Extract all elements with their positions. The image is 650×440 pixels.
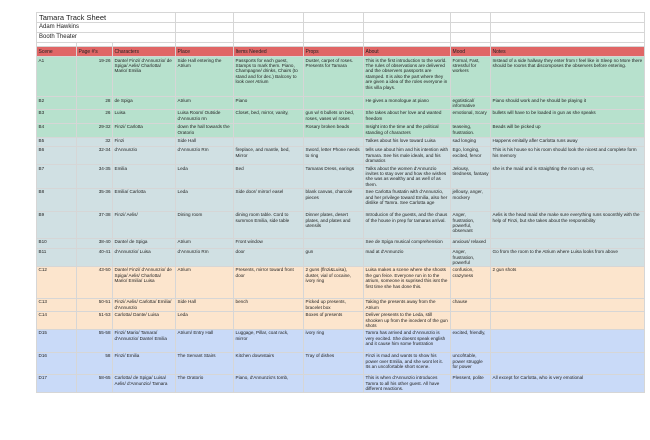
cell-scene[interactable]: B5 <box>37 137 77 146</box>
cell-props[interactable]: Tray of dishes <box>304 352 364 374</box>
cell-about[interactable]: He gives a monologue at piano <box>364 97 451 110</box>
cell-place[interactable]: Side Hall <box>176 137 234 146</box>
header-props[interactable]: Props <box>304 47 364 57</box>
cell-pages[interactable]: 38-40 <box>77 238 113 248</box>
track-sheet <box>36 12 644 393</box>
cell-place[interactable]: d'Annunzio Rm <box>176 146 234 164</box>
scene-row <box>37 109 645 123</box>
cell-pages[interactable]: 51-53 <box>77 311 113 329</box>
header-pages[interactable]: Page #'s <box>77 47 113 57</box>
cell-notes[interactable]: All except for Carlotta, who is very emotional <box>491 374 645 392</box>
sheet-title[interactable]: Tamara Track Sheet <box>37 13 176 23</box>
cell-pages[interactable]: 58 <box>77 352 113 374</box>
cell-pages[interactable]: 26 <box>77 109 113 123</box>
cell-characters[interactable]: Dante/ de Spiga <box>113 238 176 248</box>
cell-notes[interactable]: 2 gun shots <box>491 266 645 298</box>
scene-row <box>37 298 645 311</box>
cell-place[interactable]: Dining room <box>176 211 234 238</box>
cell-about[interactable]: mad at d'Annunzio <box>364 248 451 266</box>
cell-scene[interactable]: C13 <box>37 298 77 311</box>
cell-characters[interactable]: d'Annunzio <box>113 146 176 164</box>
header-notes[interactable]: Notes <box>491 47 645 57</box>
scene-row <box>37 266 645 298</box>
cell-characters[interactable]: d'Annunzio/ Luisa <box>113 248 176 266</box>
spreadsheet-grid <box>36 12 645 393</box>
cell-about[interactable]: Talkes about his love toward Luisa <box>364 137 451 146</box>
cell-items-needed[interactable]: Kitchen downstairs <box>234 352 304 374</box>
cell-scene[interactable]: C14 <box>37 311 77 329</box>
cell-scene[interactable]: B4 <box>37 123 77 137</box>
cell-props[interactable]: ivory ring <box>304 329 364 352</box>
cell-notes[interactable] <box>491 311 645 329</box>
cell-props[interactable]: Duster, carpet of roses. Presents for Tamara <box>304 57 364 97</box>
scene-row <box>37 329 645 352</box>
scene-row <box>37 188 645 211</box>
cell-characters[interactable]: Emilia/ Carlotta <box>113 188 176 211</box>
cell-items-needed[interactable]: Piano, d'Annunzio's tomb, <box>234 374 304 392</box>
cell-pages[interactable]: 29-32 <box>77 123 113 137</box>
cell-pages[interactable]: 50-51 <box>77 298 113 311</box>
cell-mood[interactable]: chause <box>451 298 491 311</box>
header-scene[interactable]: Scene <box>37 47 77 57</box>
sheet-venue[interactable]: Booth Theater <box>37 33 176 43</box>
cell-mood[interactable]: excited, friendly, <box>451 329 491 352</box>
cell-place[interactable]: Atrium <box>176 238 234 248</box>
scene-row <box>37 352 645 374</box>
cell-notes[interactable]: Go from the room to the Atrium where Luisa looks from above <box>491 248 645 266</box>
cell-place[interactable]: Leda <box>176 311 234 329</box>
cell-mood[interactable]: jellousy, anger, mockery <box>451 188 491 211</box>
cell-characters[interactable]: Dante/ Finzi/ d'Annunzio/ de Spiga/ Aelis/ Charlotta/ Mario/ Emilia <box>113 57 176 97</box>
cell-items-needed[interactable]: Passports for each guest, Stamps to mark them. Piano, Champagne/ drinks, Chairs (to stand and for dec.) Balcony to look over Atrium <box>234 57 304 97</box>
scene-row <box>37 146 645 164</box>
scene-row <box>37 311 645 329</box>
cell-characters[interactable]: Finzi/ Mario/ Tamara/ d'Annunzio/ Dante/ Emilia <box>113 329 176 352</box>
cell-notes[interactable] <box>491 188 645 211</box>
sheet-author[interactable]: Adam Hawkins <box>37 23 176 33</box>
cell-items-needed[interactable]: Bed <box>234 165 304 189</box>
cell-props[interactable]: Boxes of presents <box>304 311 364 329</box>
cell-scene[interactable]: B2 <box>37 97 77 110</box>
cell-pages[interactable]: 55-58 <box>77 329 113 352</box>
cell-about[interactable]: See de Spiga musical comprehension <box>364 238 451 248</box>
cell-place[interactable]: Side Hall <box>176 298 234 311</box>
cell-pages[interactable]: 37-38 <box>77 211 113 238</box>
cell-mood[interactable]: Ego, longing, excited, fervor <box>451 146 491 164</box>
cell-scene[interactable]: A1 <box>37 57 77 97</box>
cell-mood[interactable]: anxious/ relaxed <box>451 238 491 248</box>
cell-mood[interactable]: Formal, Fast, stressful for workers <box>451 57 491 97</box>
cell-props[interactable] <box>304 374 364 392</box>
cell-pages[interactable]: 43-50 <box>77 266 113 298</box>
cell-place[interactable]: d'Annunzio Rm <box>176 248 234 266</box>
cell-about[interactable]: See Carlotta frustatin with d'Annunzio, and her privilege toward Emilia, also her dislike of Tamra. See Carlotta age <box>364 188 451 211</box>
cell-pages[interactable]: 40-41 <box>77 248 113 266</box>
cell-characters[interactable]: Dante/ Finzi/ d'Annunzio/ de Spiga/ Aelis/ Charlotta/ Mario/ Emilia/ Luisa <box>113 266 176 298</box>
header-row <box>37 47 645 57</box>
cell-props[interactable] <box>304 97 364 110</box>
scene-row <box>37 137 645 146</box>
scene-row <box>37 97 645 110</box>
cell-mood[interactable]: emotional, Scary <box>451 109 491 123</box>
cell-place[interactable]: Leda <box>176 188 234 211</box>
cell-props[interactable]: Dinner plates, desert plates, and plates and utensils <box>304 211 364 238</box>
cell-mood[interactable]: Anger, frustration, powerful, observant <box>451 211 491 238</box>
cell-notes[interactable] <box>491 298 645 311</box>
cell-characters[interactable]: de Spiga <box>113 97 176 110</box>
cell-place[interactable]: The Oratorio <box>176 374 234 392</box>
header-place[interactable]: Place <box>176 47 234 57</box>
cell-about[interactable]: Luisa makes a scene where she shoots the gun feice. Everyone run in to the atrium, someone is suprised this isnt the first time she has done this. <box>364 266 451 298</box>
cell-notes[interactable]: Happens emitally afler Carlotta runs away <box>491 137 645 146</box>
cell-scene[interactable]: B7 <box>37 165 77 189</box>
cell-notes[interactable] <box>491 238 645 248</box>
cell-items-needed[interactable]: Luggage, Pillar, coat rack, mirror <box>234 329 304 352</box>
cell-characters[interactable]: Finzi/ Carlotta <box>113 123 176 137</box>
cell-pages[interactable]: 58-65 <box>77 374 113 392</box>
cell-characters[interactable]: Finzi/ Aelis/ Carlotta/ Emilia/ d'Annunzio <box>113 298 176 311</box>
cell-scene[interactable]: B3 <box>37 109 77 123</box>
cell-items-needed[interactable]: bench <box>234 298 304 311</box>
cell-mood[interactable]: confusion, crazyness <box>451 266 491 298</box>
cell-notes[interactable] <box>491 329 645 352</box>
cell-notes[interactable]: bullets will have to be loaded in gun as she speaks <box>491 109 645 123</box>
cell-mood[interactable]: Plessent, polite <box>451 374 491 392</box>
cell-notes[interactable]: Aelis is the head maid she make sure everything runs sooonthly with the help of Finzi, but she takes about the responsibility <box>491 211 645 238</box>
cell-about[interactable]: She takes about her love and wanted freedom <box>364 109 451 123</box>
cell-scene[interactable]: C12 <box>37 266 77 298</box>
cell-notes[interactable]: This is his house so his room should look the nicest and complete form his memory <box>491 146 645 164</box>
cell-about[interactable]: Insight into the time and the political standing of characters <box>364 123 451 137</box>
cell-notes[interactable]: she is the maid and is straighting the room up ect, <box>491 165 645 189</box>
cell-characters[interactable]: Carlotta/ Dante/ Luisa <box>113 311 176 329</box>
cell-props[interactable] <box>304 238 364 248</box>
cell-about[interactable]: Deliver presents to the Leda, still shooken up from the incedent of the gun shots <box>364 311 451 329</box>
cell-pages[interactable]: 19-26 <box>77 57 113 97</box>
cell-about[interactable]: Introducion of the guests, and the chaus of the house in prep for tamaras arrival. <box>364 211 451 238</box>
cell-mood[interactable] <box>451 311 491 329</box>
cell-about[interactable]: Tamra has arrived and d'Annunzio is very excited. She doesnt speak english and it cause him some frustration <box>364 329 451 352</box>
cell-items-needed[interactable]: dining room table. Cord to summon Emilia, side table <box>234 211 304 238</box>
cell-pages[interactable]: 34-35 <box>77 165 113 189</box>
cell-scene[interactable]: B9 <box>37 211 77 238</box>
cell-place[interactable]: down the hall towards the Oratorio <box>176 123 234 137</box>
cell-pages[interactable]: 35-36 <box>77 188 113 211</box>
cell-items-needed[interactable] <box>234 123 304 137</box>
cell-mood[interactable]: Jelousy, tiredness, fantasy <box>451 165 491 189</box>
cell-props[interactable]: 2 guns (flnzi&Luisa), duster, vial of cocaine, ivory ring <box>304 266 364 298</box>
cell-notes[interactable]: Piano should work and he should be playing it <box>491 97 645 110</box>
cell-place[interactable]: The Servant Stairs <box>176 352 234 374</box>
cell-scene[interactable]: B8 <box>37 188 77 211</box>
cell-about[interactable]: tells use about him and his intention with Tamara. See his male ideals, and his dramatics <box>364 146 451 164</box>
scene-row <box>37 374 645 392</box>
cell-place[interactable]: Leda <box>176 165 234 189</box>
cell-props[interactable] <box>304 137 364 146</box>
cell-items-needed[interactable]: door <box>234 248 304 266</box>
cell-props[interactable]: gun w/ 6 bullets on bed, roses, vases w/ roses <box>304 109 364 123</box>
cell-scene[interactable]: D15 <box>37 329 77 352</box>
scene-row <box>37 165 645 189</box>
cell-items-needed[interactable]: Piano <box>234 97 304 110</box>
cell-pages[interactable]: 32-34 <box>77 146 113 164</box>
cell-scene[interactable]: B10 <box>37 238 77 248</box>
cell-notes[interactable]: Instead of a side hallway they enter from I feel like in Sleep no More there should be rooms that discomposes the observers before entering. <box>491 57 645 97</box>
header-about[interactable]: About <box>364 47 451 57</box>
cell-props[interactable]: Picked up presents, bracelet box <box>304 298 364 311</box>
cell-characters[interactable]: Emilia <box>113 165 176 189</box>
cell-props[interactable]: blank canvas, charcole pieces <box>304 188 364 211</box>
cell-items-needed[interactable]: Presents, mirror toward front door <box>234 266 304 298</box>
cell-items-needed[interactable]: Closet, bed, mirror, vanity, <box>234 109 304 123</box>
cell-props[interactable]: Rosary broken beads <box>304 123 364 137</box>
cell-props[interactable]: Tamaras Dress, earings <box>304 165 364 189</box>
scene-row <box>37 123 645 137</box>
cell-scene[interactable]: B6 <box>37 146 77 164</box>
cell-place[interactable]: Atrium <box>176 97 234 110</box>
cell-items-needed[interactable]: fireplace, and mantle, bed, Mirror <box>234 146 304 164</box>
cell-about[interactable]: Finzi is mad and wants to show his power over Emilia, and she wont let it. Its an uncofortable short scene. <box>364 352 451 374</box>
cell-characters[interactable]: Carlotta/ de Spiga/ Luisa/ Aelis/ d'Annunzio/ Tamara <box>113 374 176 392</box>
cell-about[interactable]: Taking the presents away from the Atrium <box>364 298 451 311</box>
cell-notes[interactable] <box>491 352 645 374</box>
cell-mood[interactable]: teaseing, frustration. <box>451 123 491 137</box>
cell-scene[interactable]: B11 <box>37 248 77 266</box>
scene-row <box>37 248 645 266</box>
cell-about[interactable]: This is when d'Annunzio introduces Tamra to all his other guest. All have different reactions. <box>364 374 451 392</box>
cell-mood[interactable]: Anger, frustration, powerful <box>451 248 491 266</box>
cell-about[interactable]: This is the first introduction to the world. The rules of observations are delivered and the observers passports are stamped. It is also the part where they are given a idea of the roles everyone in this villa plays. <box>364 57 451 97</box>
cell-items-needed[interactable] <box>234 137 304 146</box>
cell-scene[interactable]: D16 <box>37 352 77 374</box>
cell-characters[interactable]: Luisa <box>113 109 176 123</box>
cell-props[interactable]: Sword, letter Phone needs to ring <box>304 146 364 164</box>
cell-place[interactable]: Atrium/ Entry Hall <box>176 329 234 352</box>
cell-mood[interactable]: egotistical/ informative <box>451 97 491 110</box>
cell-items-needed[interactable] <box>234 311 304 329</box>
cell-notes[interactable]: Beads will be picked up <box>491 123 645 137</box>
cell-place[interactable]: Side Hall entering the Atrium <box>176 57 234 97</box>
cell-mood[interactable]: uncofrtable, power struggle for power <box>451 352 491 374</box>
header-characters[interactable]: Characters <box>113 47 176 57</box>
cell-scene[interactable]: D17 <box>37 374 77 392</box>
scene-row <box>37 211 645 238</box>
cell-place[interactable]: Luisa Room/ Outside d'Annunzio rm <box>176 109 234 123</box>
cell-mood[interactable]: sad longing <box>451 137 491 146</box>
header-mood[interactable]: Mood <box>451 47 491 57</box>
scene-row <box>37 238 645 248</box>
cell-characters[interactable]: Finzi <box>113 137 176 146</box>
scene-row <box>37 57 645 97</box>
cell-items-needed[interactable]: Side door/ mirror/ easel <box>234 188 304 211</box>
cell-characters[interactable]: Finzi/ Aelis/ <box>113 211 176 238</box>
cell-pages[interactable]: 32 <box>77 137 113 146</box>
cell-characters[interactable]: Finzi/ Emilia <box>113 352 176 374</box>
cell-items-needed[interactable]: Front window <box>234 238 304 248</box>
cell-about[interactable]: Talks about the women d'Annunzio invites to stay over and how she wishes she was as wealthy and as well of as them. <box>364 165 451 189</box>
header-items-needed[interactable]: Items Needed <box>234 47 304 57</box>
cell-props[interactable]: gun <box>304 248 364 266</box>
cell-pages[interactable]: 28 <box>77 97 113 110</box>
cell-place[interactable]: Atrium <box>176 266 234 298</box>
